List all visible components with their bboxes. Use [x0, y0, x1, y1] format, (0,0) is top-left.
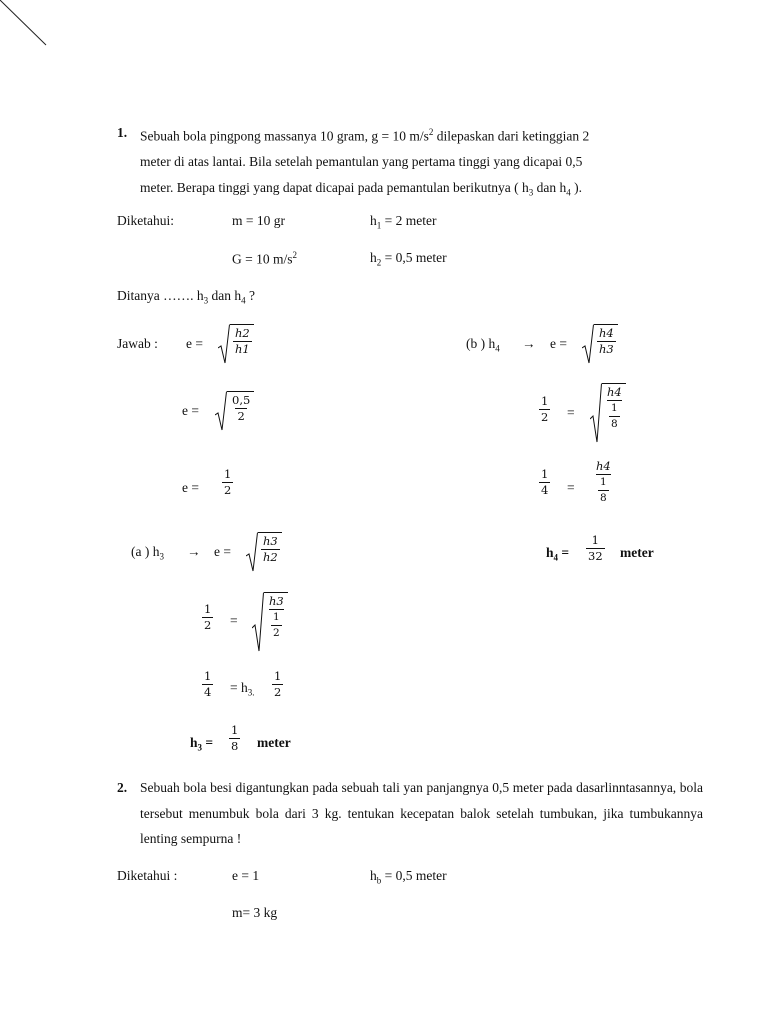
equation-label: e = [182, 403, 199, 418]
arrow-icon: → [187, 544, 201, 559]
fraction-1-2: $\frac{1}{2}$ [541, 394, 549, 424]
question-1 [117, 120, 703, 200]
formula-sqrt-h3-h2: $\frac{h3}{h2}$ [246, 532, 282, 572]
question-text [140, 120, 703, 206]
equation-label: e = [186, 336, 203, 351]
known-h2: $h_2 = 0,5$ meter [370, 250, 447, 268]
fraction-1-2: $\frac{1}{2}$ [224, 467, 232, 497]
equation-h3-dot: = $h_{3.}$ [230, 680, 255, 698]
formula-sqrt-h4-eighth: $\frac{h4}{\frac{1}{8}}$ [590, 383, 626, 443]
fraction-1-8: $\frac{1}{8}$ [231, 723, 239, 753]
equation-label: e = [182, 480, 199, 495]
part-a-label: (a ) $h_3$ [131, 544, 164, 562]
result-h3-label: $h_3$ = [190, 735, 214, 753]
question-text: Sebuah bola besi digantungkan pada sebuah tali yan panjangnya 0,5 meter pada dasarlinntasannya, bola tersebut menumbuk bola dari 3 kg. tentukan kecepatan balok setelah tumbukan, jika tumbukannya lenting sempurna ! [140, 780, 703, 846]
known-e: e = 1 [232, 868, 260, 883]
question-line: Sebuah bola pingpong massanya 10 gram, g = 10 $m/s^2$ dilepaskan dari ketinggian 2 [140, 127, 590, 144]
result-h4-unit: meter [620, 545, 654, 560]
page-corner-line [0, 0, 50, 50]
known-mass: m = 10 gr [232, 213, 285, 228]
known-label: Diketahui : [117, 868, 178, 883]
asked-line: Ditanya ……. $h_3$ dan $h_4$ ? [117, 288, 255, 306]
result-h3-unit: meter [257, 735, 291, 750]
fraction-1-2: $\frac{1}{2}$ [204, 602, 212, 632]
question-line: meter. Berapa tinggi yang dapat dicapai pada pemantulan berikutnya ( $h_3$ dan $h_4$ ). [140, 179, 582, 198]
fraction-h4-eighth: $\frac{h4}{\frac{1}{8}}$ [596, 459, 611, 504]
answer-label: Jawab : [117, 336, 158, 351]
fraction-1-2: $\frac{1}{2}$ [274, 669, 282, 699]
question-number: 2. [117, 780, 128, 795]
known-label: Diketahui: [117, 213, 174, 228]
fraction-1-32: $\frac{1}{32}$ [588, 533, 603, 563]
known-h1: $h_1 = 2$ meter [370, 213, 437, 231]
known-gravity: G = 10 $m/s^2$ [232, 250, 297, 267]
formula-sqrt-05-2: $\frac{0,5}{2}$ [215, 391, 254, 431]
equation-label: e = [550, 336, 567, 351]
known-hb: $h_b = 0,5$ meter [370, 868, 447, 886]
question-number: 1. [117, 125, 128, 140]
equals-sign: = [230, 613, 238, 628]
question-line: meter di atas lantai. Bila setelah pemantulan yang pertama tinggi yang dicapai 0,5 [140, 154, 583, 169]
fraction-1-4: $\frac{1}{4}$ [541, 467, 549, 497]
result-h4-label: $h_4$ = [546, 545, 570, 563]
fraction-1-4: $\frac{1}{4}$ [204, 669, 212, 699]
equals-sign: = [567, 480, 575, 495]
formula-sqrt-h3-half: $\frac{h3}{\frac{1}{2}}$ [252, 592, 288, 652]
equation-label: e = [214, 544, 231, 559]
arrow-icon: → [522, 336, 536, 351]
known-mass: m= 3 kg [232, 905, 278, 920]
question-2 [117, 775, 703, 855]
part-b-label: (b ) $h_4$ [466, 336, 500, 354]
formula-sqrt-h4-h3: $\frac{h4}{h3}$ [582, 324, 618, 364]
formula-sqrt-h2-h1: $\frac{h2}{h1}$ [218, 324, 254, 364]
equals-sign: = [567, 405, 575, 420]
